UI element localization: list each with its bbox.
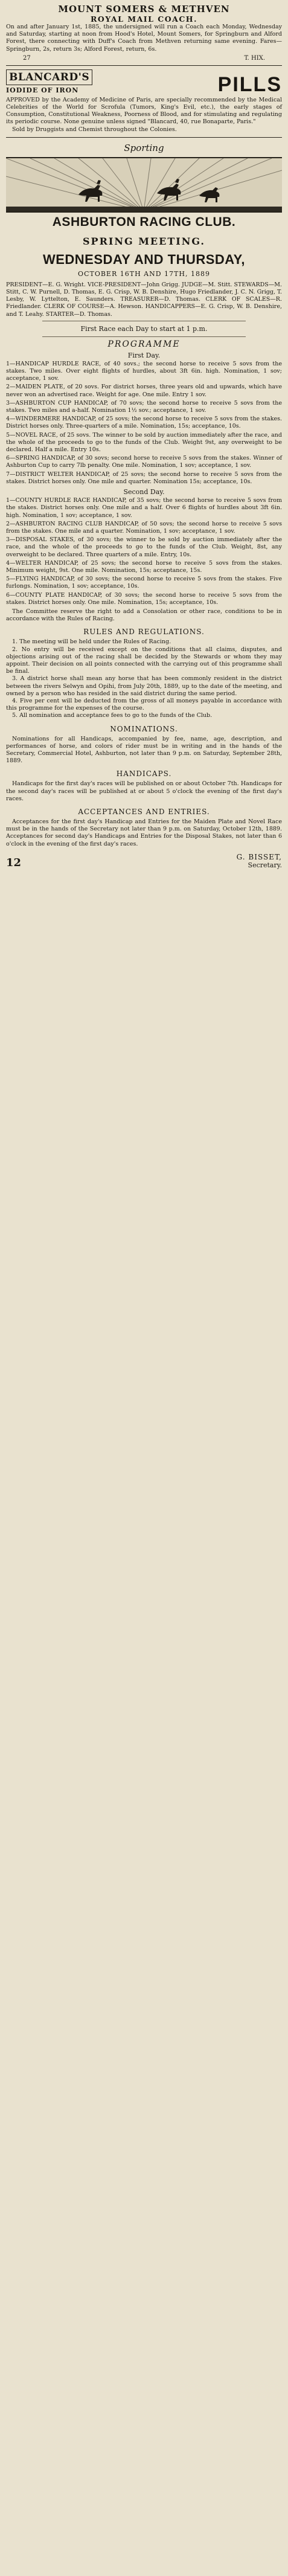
racing-banner-illustration [6, 157, 282, 213]
secretary-title: Secretary. [248, 861, 282, 869]
blancard-name: BLANCARD'S [6, 69, 92, 85]
first-day-heading: First Day. [127, 351, 161, 359]
coach-title: MOUNT SOMERS & METHVEN [58, 4, 230, 14]
handicaps-heading: HANDICAPS. [116, 769, 172, 779]
race-entry: 7—DISTRICT WELTER HANDICAP, of 25 sovs; the second horse to receive 5 sovs from the stakes. District horses only. One mile and quarter. Nomination 15s; acceptance, 10s. [6, 471, 282, 485]
blancard-advert [6, 69, 282, 133]
blancard-iodide: IODIDE OF IRON [6, 86, 79, 94]
committee-note: The Committee reserve the right to add a Consolation or other race, conditions to be in accordance with the Rules of Racing. [6, 608, 282, 623]
first-day-races [6, 361, 282, 486]
signature-block [6, 853, 282, 869]
rule-item: 3. A district horse shall mean any horse that has been commonly resident in the district between the rivers Selwyn and Opihi, from July 20th, 1889, up to the date of the meeting, and owned by a person who has resided in the said district during the same period. [6, 675, 282, 697]
handicaps-text: Handicaps for the first day's races will be published on or about October 7th. Handicaps for the second day's races will be published at or about 5 o'clock the evening of the first day's races. [6, 780, 282, 802]
meeting-title: SPRING MEETING. [82, 235, 205, 247]
race-entry: 6—COUNTY PLATE HANDICAP, of 30 sovs; the second horse to receive 5 sovs from the stakes. District horses only. One mile. Nomination, 15s; acceptance, 10s. [6, 591, 282, 606]
race-entry: 2—MAIDEN PLATE, of 20 sovs. For district horses, three years old and upwards, which have never won an advertised race. Weight for age. One mile. Entry 1 sov. [6, 384, 282, 398]
blancard-pills: PILLS [217, 72, 282, 96]
race-dates: OCTOBER 16TH AND 17TH, 1889 [78, 269, 210, 278]
coach-advert [6, 4, 282, 62]
race-entry: 5—FLYING HANDICAP, of 30 sovs; the second horse to receive 5 sovs from the stakes. Five furlongs. Nomination, 1 sov; acceptance, 10s. [6, 576, 282, 590]
coach-signature: T. HIX. [244, 54, 265, 62]
acceptances-text: Acceptances for the first day's Handicap and Entries for the Maiden Plate and Novel Race must be in the hands of the Secretary not later than 9 p.m. on Saturday, October 12th, 1889. Acceptances for second day's Handicaps and Entries for the Disposal Stakes, not later than 6 o'clock in the evening of the first day's races. [6, 818, 282, 847]
coach-body: On and after January 1st, 1885, the undersigned will run a Coach each Monday, Wednesday and Saturday, starting at noon from Hood's Hotel, Mount Somers, for Springburn and Alford Forest, there connecting with Duff's Coach from Methven returning same evening. Fares—Springburn, 2s, return 3s; Alford Forest, return, 6s. [6, 24, 282, 53]
banner-rays-graphic [6, 158, 282, 211]
first-race-time: First Race each Day to start at 1 p.m. [80, 324, 208, 333]
programme-heading: PROGRAMME [107, 339, 181, 349]
divider [6, 137, 282, 138]
nominations-text: Nominations for all Handicaps, accompanied by fee, name, age, description, and performances of horse, and colors of rider must be in writing and in the hands of the Secretary, Commercial Hotel, Ashburton, not later than 9 p.m. on Saturday, September 28th, 1889. [6, 735, 282, 765]
officials-list: PRESIDENT—E. G. Wright. VICE-PRESIDENT—John Grigg. JUDGE—M. Stitt. STEWARDS—M. Stitt, C. W. Purnell, D. Thomas, E. G. Crisp, W. B. Denshire, Hugo Friedlander, J. C. N. Grigg, T. Lesby, W. Lyttelton, E. Saunders. TREASURER—D. Thomas. CLERK OF SCALES—R. Friedlander. CLERK OF COURSE—A. Hewson. HANDICAPPERS—E. G. Crisp, W. B. Denshire, and T. Leahy. STARTER—D. Thomas. [6, 281, 282, 318]
coach-ref: 27 [23, 54, 31, 62]
second-day-races [6, 497, 282, 606]
coach-signature-row [23, 55, 265, 62]
rule-item: 2. No entry will be received except on the conditions that all claims, disputes, and objections arising out of the racing shall be decided by the Stewards or whom they may appoint. Their decision on all points connected with the carrying out of this programme shall be final. [6, 646, 282, 675]
nominations-heading: NOMINATIONS. [110, 724, 178, 733]
blancard-body: APPROVED by the Academy of Medicine of Paris, are specially recommended by the Medical Celebrities of the World for Scrofula (Tumors, King's Evil, etc.), the early stages of Consumption, Constitutional Weakness, Poorness of Blood, and for stimulating and regulating its periodic course. None genuine unless signed "Blancard, 40, rue Bonaparte, Paris." [6, 96, 282, 126]
divider [42, 336, 246, 337]
race-entry: 3—ASHBURTON CUP HANDICAP, of 70 sovs; the second horse to receive 5 sovs from the stakes. Two miles and a-half. Nomination 1½ sov.; acceptance, 1 sov. [6, 399, 282, 414]
race-entry: 5—NOVEL RACE, of 25 sovs. The winner to be sold by auction immediately after the race, and the whole of the proceeds to go to the funds of the Club. Weight 9st, any overweight to be declared. Half a mile. Entry 10s. [6, 431, 282, 454]
race-entry: 2—ASHBURTON RACING CLUB HANDICAP, of 50 sovs; the second horse to receive 5 sovs from the stakes. One mile and a quarter. Nomination, 1 sov; acceptance, 1 sov. [6, 520, 282, 535]
second-day-heading: Second Day. [123, 488, 165, 496]
coach-subtitle: ROYAL MAIL COACH. [91, 14, 197, 24]
blancard-header [6, 69, 282, 94]
rules-heading: RULES AND REGULATIONS. [83, 628, 205, 637]
club-name: ASHBURTON RACING CLUB. [52, 214, 236, 229]
rule-item: 4. Five per cent will be deducted from the gross of all moneys payable in accordance with this programme for the expenses of the course. [6, 697, 282, 712]
rule-item: 1. The meeting will be held under the Rules of Racing. [12, 638, 171, 646]
sporting-heading: Sporting [124, 142, 164, 153]
divider [6, 65, 282, 66]
race-entry: 1—COUNTY HURDLE RACE HANDICAP, of 35 sovs; the second horse to receive 5 sovs from the stakes. District horses only. One mile and a half. Over 6 flights of hurdles about 3ft 6in. high. Nomination, 1 sov; acceptance, 1 sov. [6, 497, 282, 519]
acceptances-heading: ACCEPTANCES AND ENTRIES. [78, 808, 210, 816]
newspaper-page [6, 0, 282, 869]
rules-list [6, 638, 282, 719]
page-number: 12 [6, 856, 22, 869]
race-entry: 6—SPRING HANDICAP, of 30 sovs; second horse to receive 5 sovs from the stakes. Winner of Ashburton Cup to carry 7lb penalty. One mile. Nomination, 1 sov; acceptance, 1 sov. [6, 455, 282, 469]
blancard-sold: Sold by Druggists and Chemist throughout the Colonies. [12, 126, 177, 133]
race-days: WEDNESDAY AND THURSDAY, [42, 251, 246, 267]
race-entry: 3—DISPOSAL STAKES, of 30 sovs; the winner to be sold by auction immediately after the race, and the whole of the proceeds to go to the funds of the Club. Weight, 8st, any overweight to be declared. Three quarters of a mile. Entry, 10s. [6, 536, 282, 558]
race-entry: 4—WINDERMERE HANDICAP, of 25 sovs; the second horse to receive 5 sovs from the stakes. District horses only. Three-quarters of a mile. Nomination, 15s; acceptance, 10s. [6, 416, 282, 430]
race-entry: 1—HANDICAP HURDLE RACE, of 40 sovs.; the second horse to receive 5 sovs from the stakes. Two miles. Over eight flights of hurdles, about 3ft 6in. high. Nomination, 1 sov; acceptance, 1 sov. [6, 360, 282, 382]
rule-item: 5. All nomination and acceptance fees to go to the funds of the Club. [12, 712, 213, 719]
secretary-name: G. BISSET, [236, 852, 282, 861]
race-entry: 4—WELTER HANDICAP, of 25 sovs; the second horse to receive 5 sovs from the stakes. Minimum weight, 9st. One mile. Nomination, 15s; acceptance, 15s. [6, 559, 282, 574]
